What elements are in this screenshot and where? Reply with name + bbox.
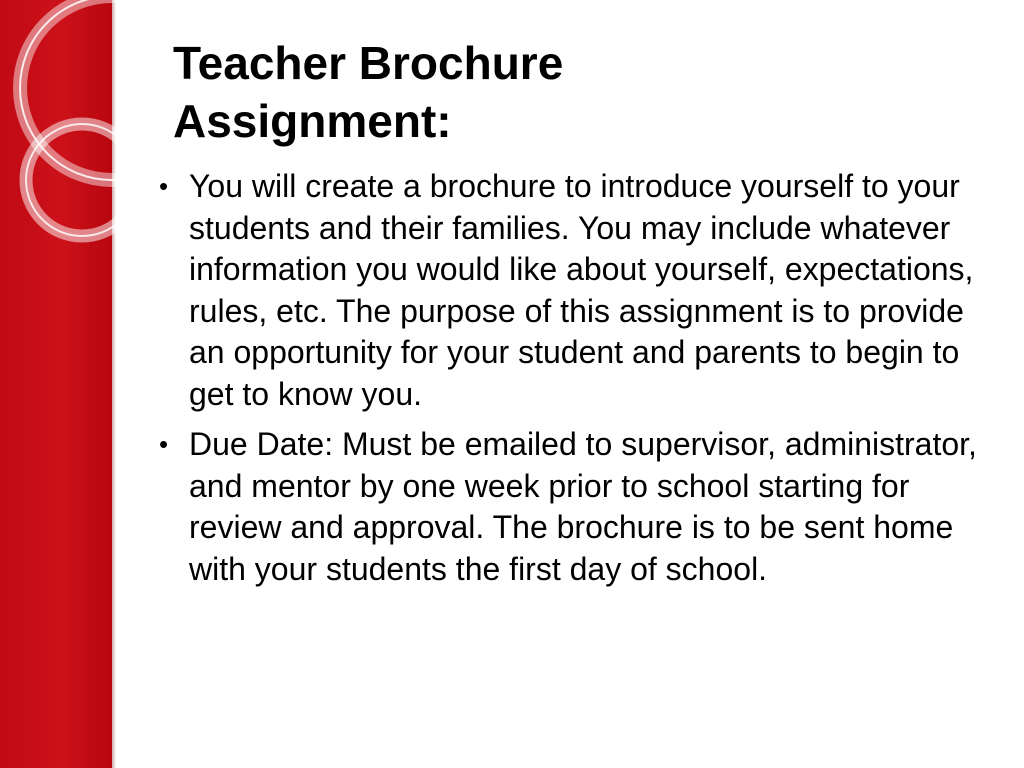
title-line-2: Assignment: (173, 95, 452, 147)
title-line-1: Teacher Brochure (173, 37, 564, 89)
bullet-item-due-date (155, 424, 1000, 590)
bullet-list (155, 166, 1000, 599)
bullet-dot-icon: • (159, 429, 169, 459)
slide-title (173, 34, 973, 150)
bullet-text-assignment: You will create a brochure to introduce yourself to your students and their families. You may include whatever information you would like about yourself, expectations, rules, etc. The purpose of this assignment is to provide an opportunity for your student and parents to begin to get to know you. (189, 168, 974, 412)
bullet-item-assignment (155, 166, 1000, 415)
bullet-dot-icon: • (159, 171, 169, 201)
decorative-circles (0, 0, 116, 260)
bullet-text-due-date: Due Date: Must be emailed to supervisor, administrator, and mentor by one week prior to school starting for review and approval. The brochure is to be sent home with your students the first day of school. (189, 426, 977, 587)
